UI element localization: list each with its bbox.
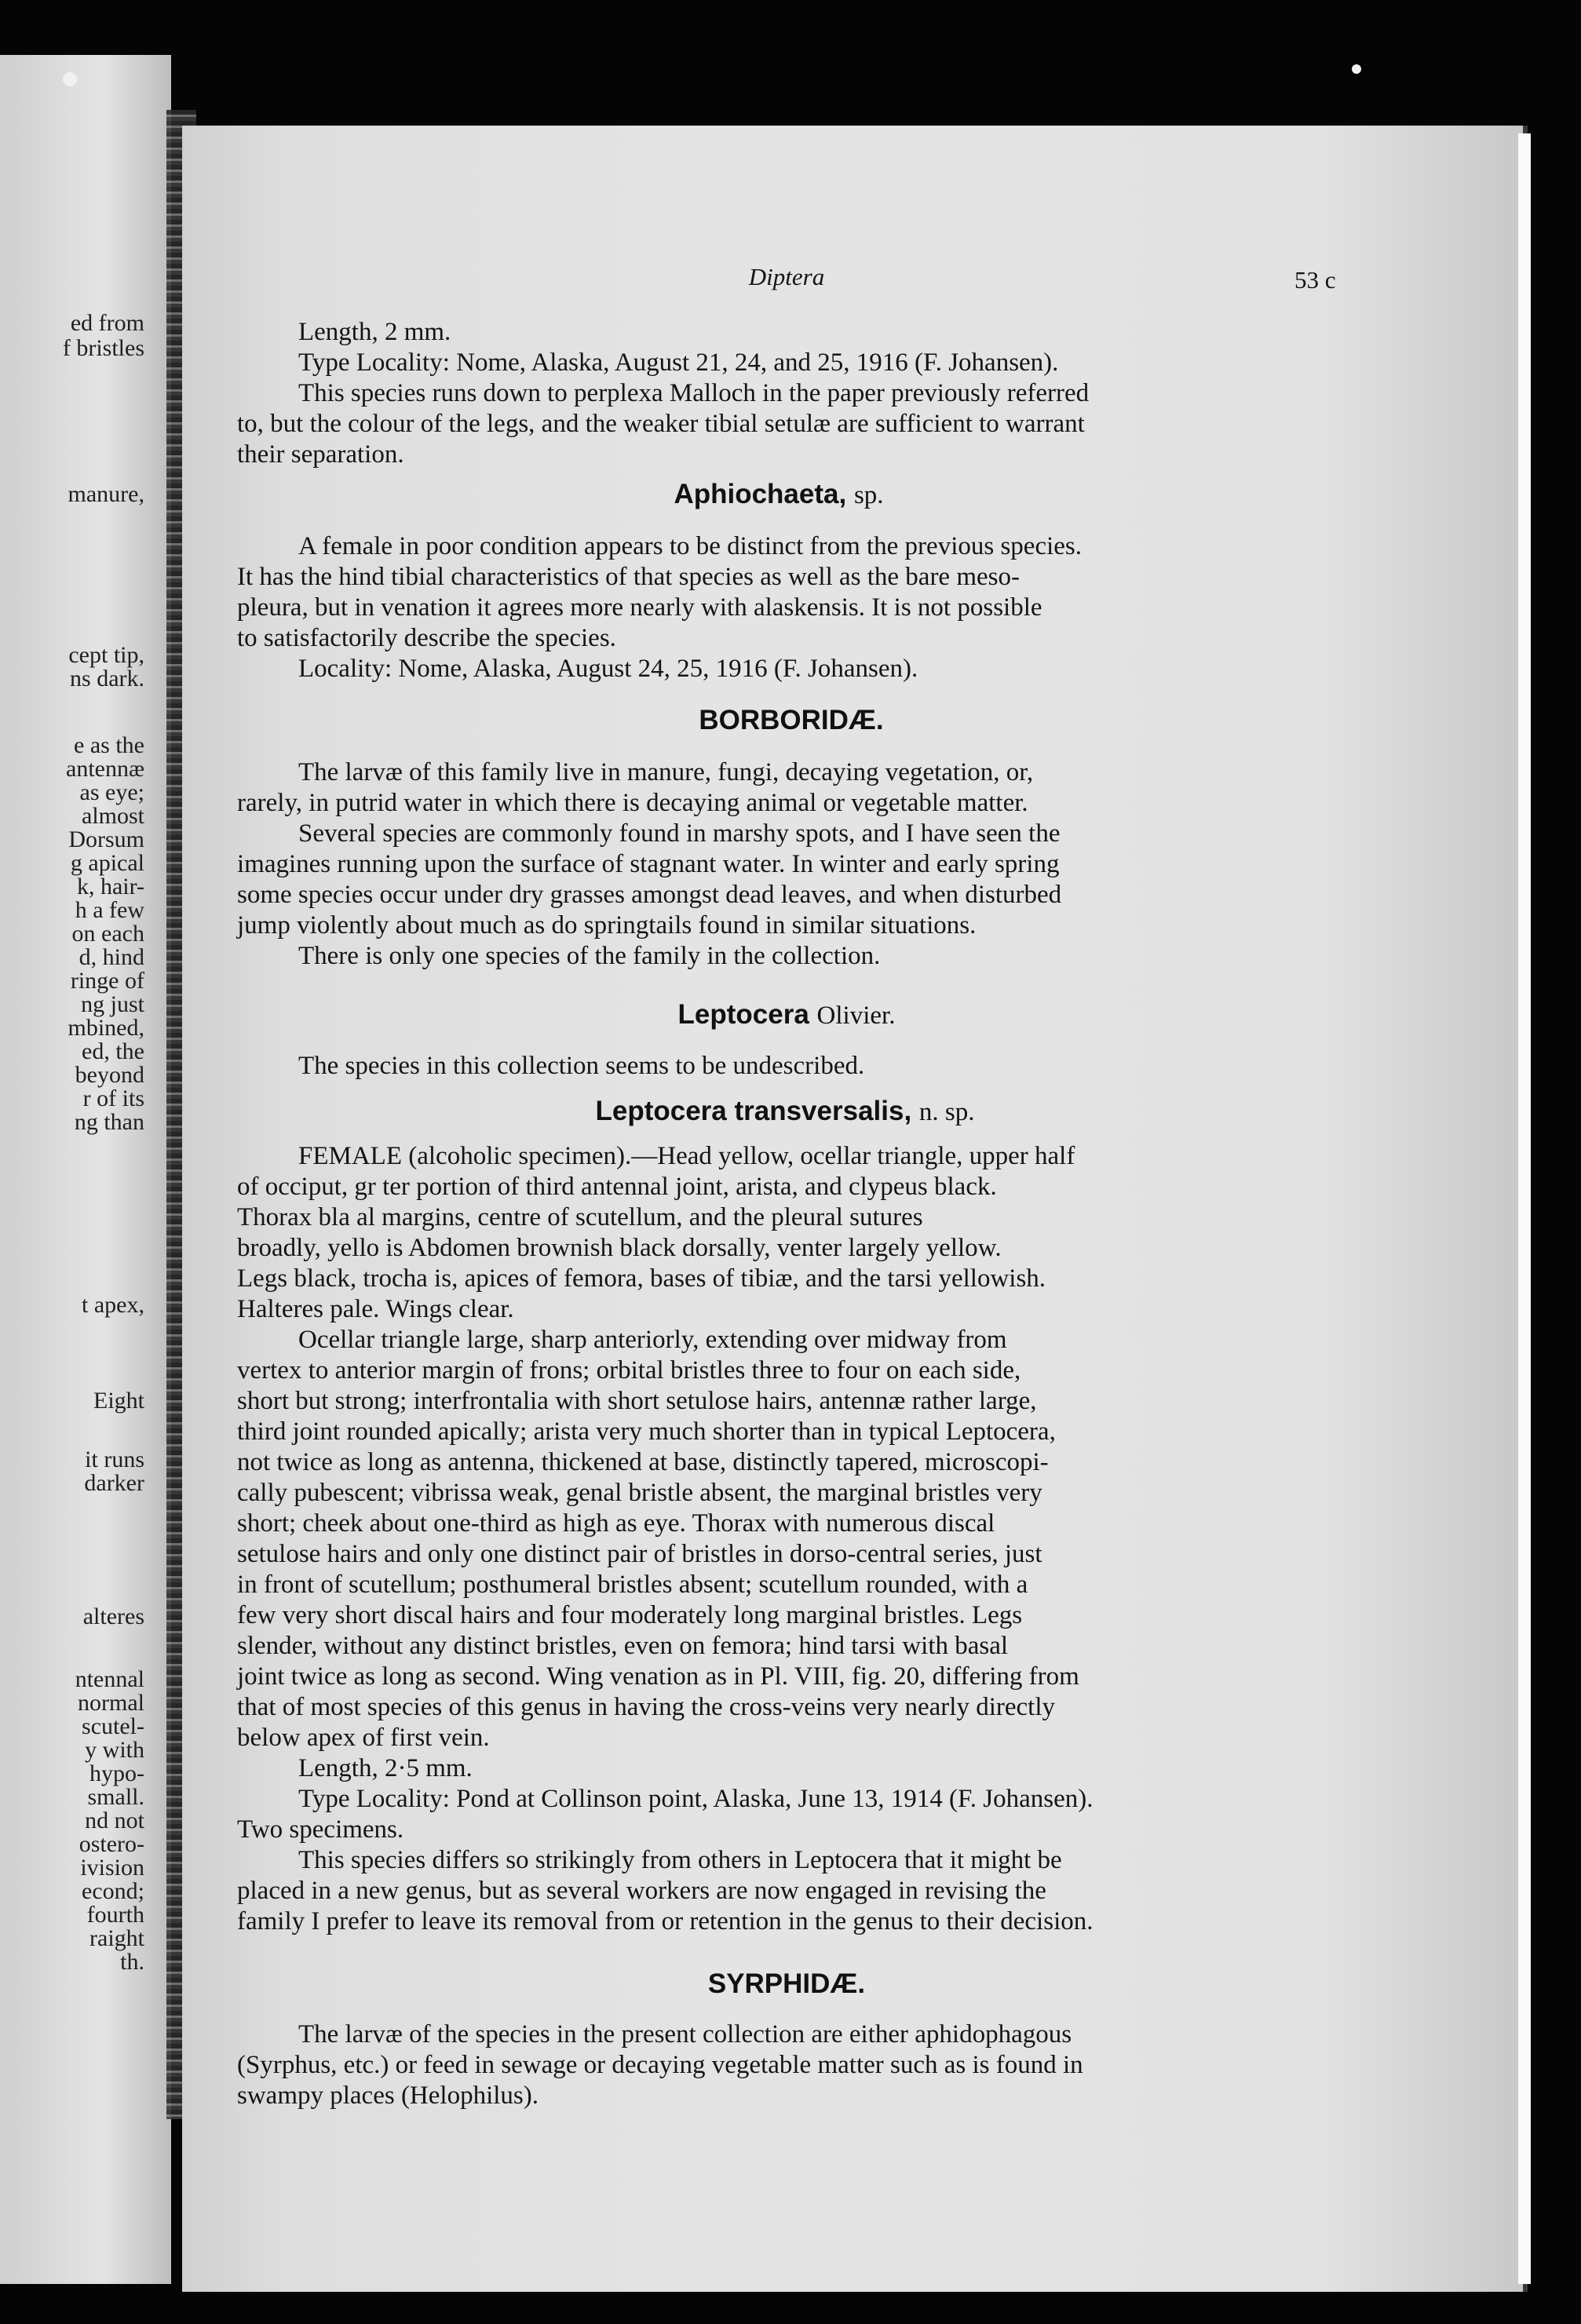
text-line: third joint rounded apically; arista very much shorter than in typical Leptocera,	[237, 1417, 1056, 1446]
left-page-line: econd;	[82, 1878, 144, 1904]
left-page-line: cept tip,	[68, 642, 144, 668]
text-line: A female in poor condition appears to be distinct from the previous species.	[298, 532, 1082, 560]
text-line: broadly, yello is Abdomen brownish black dorsally, venter largely yellow.	[237, 1234, 1002, 1262]
section-heading-leptocera: Leptocera Olivier.	[677, 999, 896, 1030]
text-line: rarely, in putrid water in which there is decaying animal or vegetable matter.	[237, 789, 1028, 817]
text-line: Length, 2·5 mm.	[298, 1754, 473, 1782]
text-line: Thorax bla al margins, centre of scutellum, and the pleural sutures	[237, 1203, 923, 1231]
left-page-line: as eye;	[79, 779, 144, 805]
left-page-line: t apex,	[82, 1292, 144, 1318]
text-line: Halteres pale. Wings clear.	[237, 1295, 514, 1323]
text-line: in front of scutellum; posthumeral bristles absent; scutellum rounded, with a	[237, 1571, 1028, 1599]
left-page-line: hypo-	[89, 1760, 144, 1786]
left-page-line: ng than	[74, 1109, 144, 1135]
text-line: Two specimens.	[237, 1815, 404, 1844]
running-head: Diptera	[748, 263, 825, 290]
left-page-line: f bristles	[62, 335, 144, 361]
left-page-line: ns dark.	[70, 666, 144, 691]
text-line: Length, 2 mm.	[298, 318, 451, 346]
left-page-line: ntennal	[75, 1666, 144, 1692]
left-page-line: k, hair-	[76, 874, 144, 899]
text-line: of occiput, gr ter portion of third antennal joint, arista, and clypeus black.	[237, 1173, 997, 1201]
left-page-line: darker	[84, 1470, 144, 1496]
text-line: The larvæ of this family live in manure, fungi, decaying vegetation, or,	[298, 758, 1034, 786]
left-page-line: on each	[71, 921, 144, 947]
text-line: This species runs down to perplexa Malloch in the paper previously referred	[298, 379, 1090, 407]
text-line: slender, without any distinct bristles, even on femora; hind tarsi with basal	[237, 1632, 1009, 1660]
scan-dust-spot	[1352, 64, 1361, 74]
text-line: swampy places (Helophilus).	[237, 2081, 539, 2110]
left-page-line: raight	[89, 1925, 144, 1951]
left-page-line: mbined,	[68, 1015, 144, 1041]
left-page-line: beyond	[75, 1062, 144, 1088]
left-page-line: normal	[78, 1690, 144, 1716]
section-heading-aphiochaeta: Aphiochaeta, sp.	[674, 479, 884, 509]
left-page-line: fourth	[86, 1902, 144, 1928]
text-line: Locality: Nome, Alaska, August 24, 25, 1916 (F. Johansen).	[298, 655, 918, 683]
left-page-line: y with	[85, 1737, 144, 1763]
text-line: family I prefer to leave its removal from or retention in the genus to their decision.	[237, 1907, 1094, 1935]
text-line: There is only one species of the family in the collection.	[298, 942, 881, 970]
text-line: jump violently about much as do springtails found in similar situations.	[237, 911, 977, 939]
left-page-line: ng just	[81, 991, 144, 1017]
left-page-line: h a few	[75, 897, 144, 923]
scan-dust-spot	[63, 72, 77, 86]
text-line: cally pubescent; vibrissa weak, genal bristle absent, the marginal bristles very	[237, 1479, 1042, 1507]
section-heading-borboridae: BORBORIDÆ.	[699, 705, 884, 735]
text-line: This species differs so strikingly from others in Leptocera that it might be	[298, 1846, 1062, 1874]
text-line: Ocellar triangle large, sharp anteriorly, extending over midway from	[298, 1326, 1007, 1354]
text-line: few very short discal hairs and four moderately long marginal bristles. Legs	[237, 1601, 1023, 1629]
text-line: FEMALE (alcoholic specimen).—Head yellow, ocellar triangle, upper half	[298, 1142, 1075, 1170]
left-page-line: ed from	[70, 310, 144, 336]
left-page-line: antennæ	[66, 756, 144, 782]
left-page-line: Eight	[93, 1388, 144, 1414]
text-line: short but strong; interfrontalia with short setulose hairs, antennæ rather large,	[237, 1387, 1037, 1415]
text-line: some species occur under dry grasses amongst dead leaves, and when disturbed	[237, 881, 1062, 909]
text-line: setulose hairs and only one distinct pair of bristles in dorso-central series, just	[237, 1540, 1042, 1568]
page-edge	[1518, 133, 1531, 2284]
text-line: (Syrphus, etc.) or feed in sewage or decaying vegetable matter such as is found in	[237, 2051, 1083, 2079]
text-line: not twice as long as antenna, thickened at base, distinctly tapered, microscopi-	[237, 1448, 1049, 1476]
left-page-line: ostero-	[79, 1831, 144, 1857]
left-page-line: d, hind	[79, 944, 144, 970]
text-line: their separation.	[237, 440, 404, 469]
text-line: short; cheek about one-third as high as eye. Thorax with numerous discal	[237, 1509, 995, 1538]
text-line: to satisfactorily describe the species.	[237, 624, 616, 652]
left-page-line: ed, the	[82, 1038, 144, 1064]
text-line: The larvæ of the species in the present collection are either aphidophagous	[298, 2020, 1072, 2049]
left-page-line: small.	[87, 1784, 144, 1810]
left-page-line: alteres	[82, 1603, 144, 1629]
left-page-line: th.	[120, 1949, 144, 1975]
left-page-line: nd not	[85, 1808, 144, 1833]
left-page-line: it runs	[85, 1447, 144, 1472]
left-page-line: r of its	[82, 1085, 144, 1111]
left-facing-page	[0, 55, 171, 2284]
text-line: pleura, but in venation it agrees more nearly with alaskensis. It is not possible	[237, 593, 1042, 622]
left-page-line: almost	[82, 803, 144, 829]
text-line: to, but the colour of the legs, and the weaker tibial setulæ are sufficient to warrant	[237, 410, 1085, 438]
text-line: imagines running upon the surface of stagnant water. In winter and early spring	[237, 850, 1060, 878]
left-page-line: e as the	[74, 732, 144, 758]
section-heading-leptocera-transversalis: Leptocera transversalis, n. sp.	[595, 1096, 975, 1126]
text-line: Type Locality: Pond at Collinson point, Alaska, June 13, 1914 (F. Johansen).	[298, 1785, 1094, 1813]
text-line: Type Locality: Nome, Alaska, August 21, 24, and 25, 1916 (F. Johansen).	[298, 348, 1059, 377]
left-page-text-fragments	[0, 55, 171, 2284]
text-line: placed in a new genus, but as several workers are now engaged in revising the	[237, 1877, 1046, 1905]
text-line: joint twice as long as second. Wing venation as in Pl. VIII, fig. 20, differing from	[237, 1662, 1079, 1691]
text-line: below apex of first vein.	[237, 1724, 490, 1752]
left-page-line: ringe of	[70, 968, 144, 994]
left-page-line: g apical	[70, 850, 144, 876]
left-page-line: ivision	[80, 1855, 144, 1881]
page-number: 53 c	[1294, 266, 1336, 294]
text-line: that of most species of this genus in having the cross-veins very nearly directly	[237, 1693, 1055, 1721]
text-line: vertex to anterior margin of frons; orbital bristles three to four on each side,	[237, 1356, 1021, 1385]
text-line: Several species are commonly found in marshy spots, and I have seen the	[298, 819, 1061, 848]
section-heading-syrphidae: SYRPHIDÆ.	[707, 1968, 866, 1999]
left-page-line: Dorsum	[68, 826, 144, 852]
text-line: Legs black, trocha is, apices of femora, bases of tibiæ, and the tarsi yellowish.	[237, 1264, 1046, 1293]
left-page-line: manure,	[68, 481, 144, 507]
text-line: The species in this collection seems to be undescribed.	[298, 1052, 865, 1080]
text-line: It has the hind tibial characteristics of that species as well as the bare meso-	[237, 563, 1020, 591]
left-page-line: scutel-	[82, 1713, 144, 1739]
